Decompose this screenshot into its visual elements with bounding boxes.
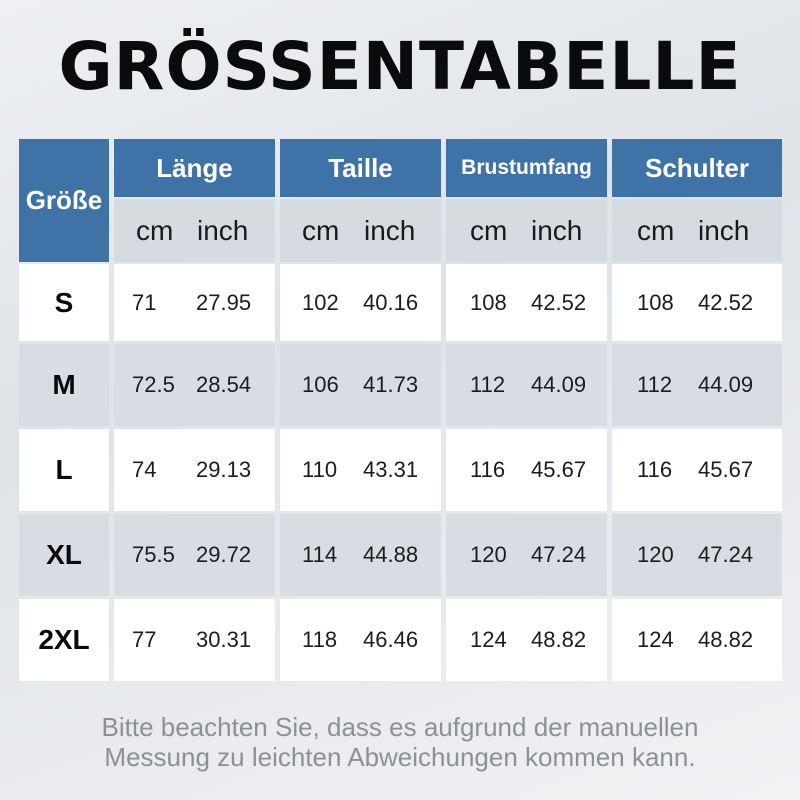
- unit-inch: inch: [531, 214, 583, 246]
- value-cm: 124: [637, 627, 674, 652]
- measure-cell: [114, 429, 275, 511]
- value-inch: 48.82: [531, 627, 587, 652]
- size-column-header: [19, 139, 109, 262]
- size-cell: [19, 514, 109, 596]
- measure-cell: [280, 264, 441, 341]
- header-taille-label: Taille: [328, 152, 393, 183]
- size-label: XL: [46, 539, 82, 570]
- measure-cell: [280, 514, 441, 596]
- value-inch: 44.88: [363, 542, 419, 567]
- measure-cell: [446, 599, 607, 681]
- page-title: GRÖSSENTABELLE: [58, 28, 742, 105]
- value-cm: 108: [470, 289, 507, 315]
- unit-inch: inch: [698, 214, 750, 246]
- value-inch: 45.67: [531, 457, 587, 482]
- measure-cell: [114, 344, 275, 426]
- value-cm: 124: [470, 627, 507, 652]
- value-inch: 44.09: [698, 372, 754, 397]
- value-cm: 118: [302, 627, 338, 652]
- measure-cell: [612, 344, 782, 426]
- unit-cm: cm: [470, 214, 508, 246]
- unit-cm: cm: [136, 214, 174, 246]
- measure-cell: [612, 514, 782, 596]
- value-cm: 110: [302, 457, 338, 482]
- note-line-1: Bitte beachten Sie, dass es aufgrund der manuellen: [101, 712, 699, 742]
- measure-cell: [280, 344, 441, 426]
- measure-cell: [114, 264, 275, 341]
- value-inch: 47.24: [531, 542, 587, 567]
- size-cell: [19, 344, 109, 426]
- value-cm: 116: [470, 457, 506, 482]
- measure-cell: [280, 599, 441, 681]
- size-cell: [19, 599, 109, 681]
- value-inch: 29.13: [196, 457, 252, 482]
- value-cm: 108: [637, 289, 674, 315]
- value-cm: 74: [132, 457, 157, 482]
- value-cm: 106: [302, 372, 339, 397]
- value-cm: 116: [637, 457, 673, 482]
- measure-cell: [446, 264, 607, 341]
- value-inch: 41.73: [363, 372, 419, 397]
- value-inch: 42.52: [698, 289, 754, 315]
- value-inch: 42.52: [531, 289, 587, 315]
- note-line-2: Messung zu leichten Abweichungen kommen kann.: [104, 742, 696, 772]
- size-label: 2XL: [38, 624, 90, 655]
- value-inch: 30.31: [196, 627, 252, 652]
- subheader-taille: [280, 199, 441, 262]
- size-cell: [19, 429, 109, 511]
- measure-cell: [446, 344, 607, 426]
- measure-cell: [612, 429, 782, 511]
- value-inch: 40.16: [363, 289, 419, 315]
- subheader-brustumfang: [446, 199, 607, 262]
- measure-cell: [114, 599, 275, 681]
- size-label: M: [52, 369, 76, 400]
- subheader-laenge: [114, 199, 275, 262]
- value-cm: 112: [470, 372, 506, 397]
- header-schulter: [612, 139, 782, 197]
- value-inch: 45.67: [698, 457, 754, 482]
- value-inch: 44.09: [531, 372, 587, 397]
- measurement-note: [0, 712, 800, 772]
- unit-inch: inch: [364, 214, 416, 246]
- measure-cell: [446, 429, 607, 511]
- value-cm: 120: [637, 542, 674, 567]
- value-cm: 120: [470, 542, 507, 567]
- value-inch: 29.72: [196, 542, 252, 567]
- value-cm: 112: [637, 372, 673, 397]
- value-inch: 27.95: [196, 289, 252, 315]
- measure-cell: [612, 599, 782, 681]
- value-inch: 47.24: [698, 542, 754, 567]
- value-cm: 72.5: [132, 372, 175, 397]
- header-brustumfang-label: Brustumfang: [461, 156, 592, 179]
- header-laenge: [114, 139, 275, 197]
- value-cm: 71: [132, 289, 157, 315]
- measure-cell: [114, 514, 275, 596]
- size-label: S: [54, 286, 74, 318]
- value-cm: 77: [132, 627, 157, 652]
- size-header-label: Größe: [25, 185, 103, 215]
- value-cm: 75.5: [132, 542, 175, 567]
- unit-inch: inch: [197, 214, 249, 246]
- value-cm: 114: [302, 542, 338, 567]
- value-inch: 28.54: [196, 372, 252, 397]
- unit-cm: cm: [637, 214, 675, 246]
- measure-cell: [280, 429, 441, 511]
- size-cell: [19, 264, 109, 341]
- unit-cm: cm: [302, 214, 340, 246]
- value-inch: 48.82: [698, 627, 754, 652]
- value-cm: 102: [302, 289, 339, 315]
- value-inch: 43.31: [363, 457, 419, 482]
- value-inch: 46.46: [363, 627, 419, 652]
- measure-cell: [612, 264, 782, 341]
- header-taille: [280, 139, 441, 197]
- subheader-schulter: [612, 199, 782, 262]
- measure-cell: [446, 514, 607, 596]
- size-label: L: [55, 454, 73, 485]
- header-schulter-label: Schulter: [644, 152, 750, 183]
- header-brustumfang: [446, 139, 607, 197]
- header-laenge-label: Länge: [156, 152, 233, 183]
